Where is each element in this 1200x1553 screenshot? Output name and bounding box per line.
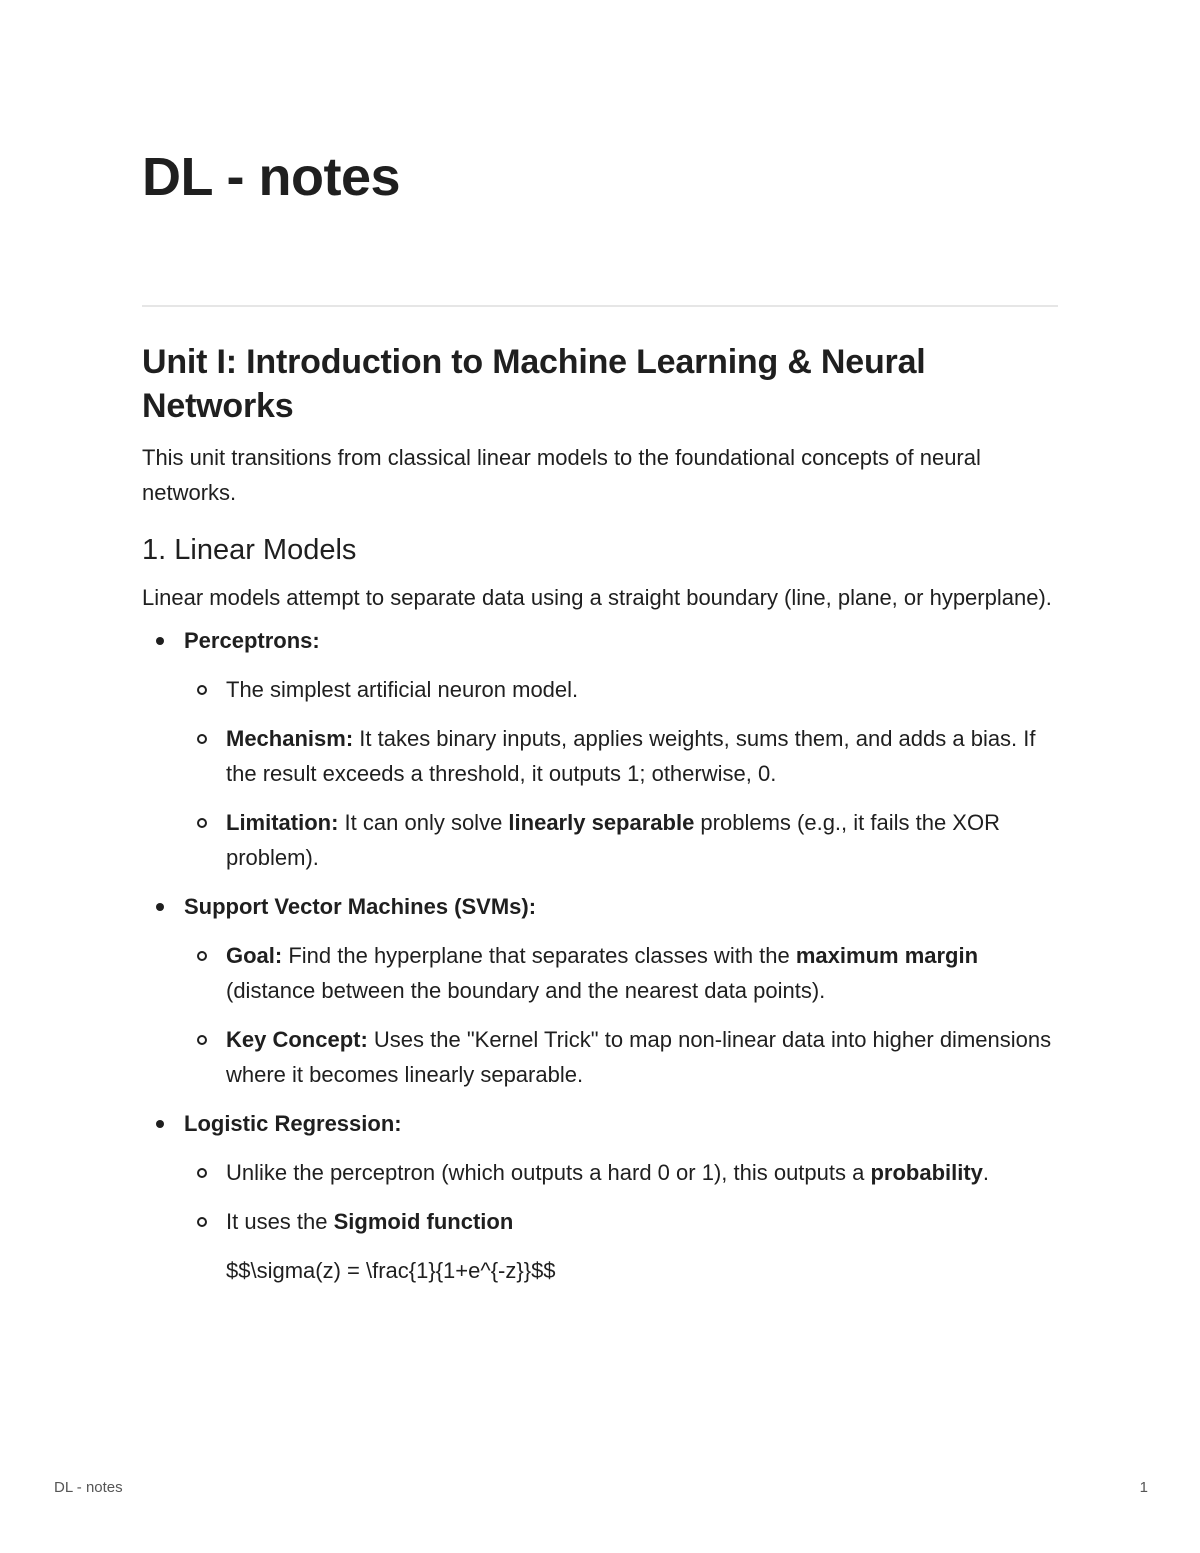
sub-item-text: Unlike the perceptron (which outputs a hard 0 or 1), this outputs a — [226, 1160, 871, 1185]
sub-list-item — [184, 1204, 1058, 1288]
sub-list-item — [184, 721, 1058, 791]
bullet-icon — [156, 903, 164, 911]
sub-list-item — [184, 1155, 1058, 1190]
list-item-svm — [142, 889, 1058, 1092]
bullet-icon — [156, 1120, 164, 1128]
sub-item-text: (distance between the boundary and the nearest data points). — [226, 978, 826, 1003]
sub-list-item — [184, 672, 1058, 707]
footer-page-number: 1 — [1139, 1479, 1148, 1496]
unit-intro: This unit transitions from classical linear models to the foundational concepts of neural networks. — [142, 445, 981, 505]
sub-bullet-icon — [197, 818, 207, 828]
sub-item-text: . — [982, 1160, 990, 1185]
sub-bullet-icon — [197, 1217, 207, 1227]
sub-item-emphasis: probability — [870, 1160, 983, 1185]
footer-doc-name: DL - notes — [54, 1479, 123, 1496]
section-intro: Linear models attempt to separate data using a straight boundary (line, plane, or hyperplane). — [142, 585, 1052, 610]
sub-list — [184, 672, 1058, 875]
section-heading-linear-models: 1. Linear Models — [142, 534, 357, 566]
unit-heading: Unit I: Introduction to Machine Learning & Neural Networks — [142, 343, 926, 425]
sub-bullet-icon — [197, 685, 207, 695]
sub-item-emphasis: Sigmoid function — [333, 1209, 514, 1234]
sub-bullet-icon — [197, 1168, 207, 1178]
divider — [142, 305, 1058, 307]
sub-item-emphasis: linearly separable — [508, 810, 695, 835]
sub-list-item — [184, 805, 1058, 875]
sub-list-item — [184, 1022, 1058, 1092]
sub-bullet-icon — [197, 734, 207, 744]
sub-bullet-icon — [197, 1035, 207, 1045]
list-item-label: Logistic Regression: — [184, 1111, 402, 1136]
sub-list — [184, 938, 1058, 1092]
sub-item-text: problems (e.g., it fails the XOR problem). — [226, 810, 1000, 870]
bullet-icon — [156, 637, 164, 645]
page-content — [142, 340, 1058, 1302]
sub-item-text: It takes binary inputs, applies weights, sums them, and adds a bias. If the result exceeds a threshold, it outputs 1; otherwise, 0. — [226, 726, 1036, 786]
list-item-perceptrons — [142, 623, 1058, 875]
sub-item-text: It uses the — [226, 1209, 334, 1234]
sub-item-label: Mechanism: — [226, 726, 354, 751]
sub-list-item — [184, 938, 1058, 1008]
sub-item-label: Goal: — [226, 943, 283, 968]
sub-item-label: Key Concept: — [226, 1027, 368, 1052]
page-title: DL - notes — [142, 147, 401, 207]
sub-item-text: The simplest artificial neuron model. — [226, 677, 579, 702]
list-item-logistic-regression — [142, 1106, 1058, 1288]
sub-list — [184, 1155, 1058, 1288]
sub-item-text: Uses the "Kernel Trick" to map non-linear data into higher dimensions where it becomes linearly separable. — [226, 1027, 1052, 1087]
list-item-label: Perceptrons: — [184, 628, 320, 653]
sigmoid-formula: $$\sigma(z) = \frac{1}{1+e^{-z}}$$ — [226, 1258, 556, 1283]
list-item-label: Support Vector Machines (SVMs): — [184, 894, 537, 919]
sub-item-emphasis: maximum margin — [795, 943, 979, 968]
sub-bullet-icon — [197, 951, 207, 961]
sub-item-text: Find the hyperplane that separates classes with the — [282, 943, 796, 968]
sub-item-label: Limitation: — [226, 810, 339, 835]
sub-item-text: It can only solve — [338, 810, 509, 835]
topic-list — [142, 623, 1058, 1288]
